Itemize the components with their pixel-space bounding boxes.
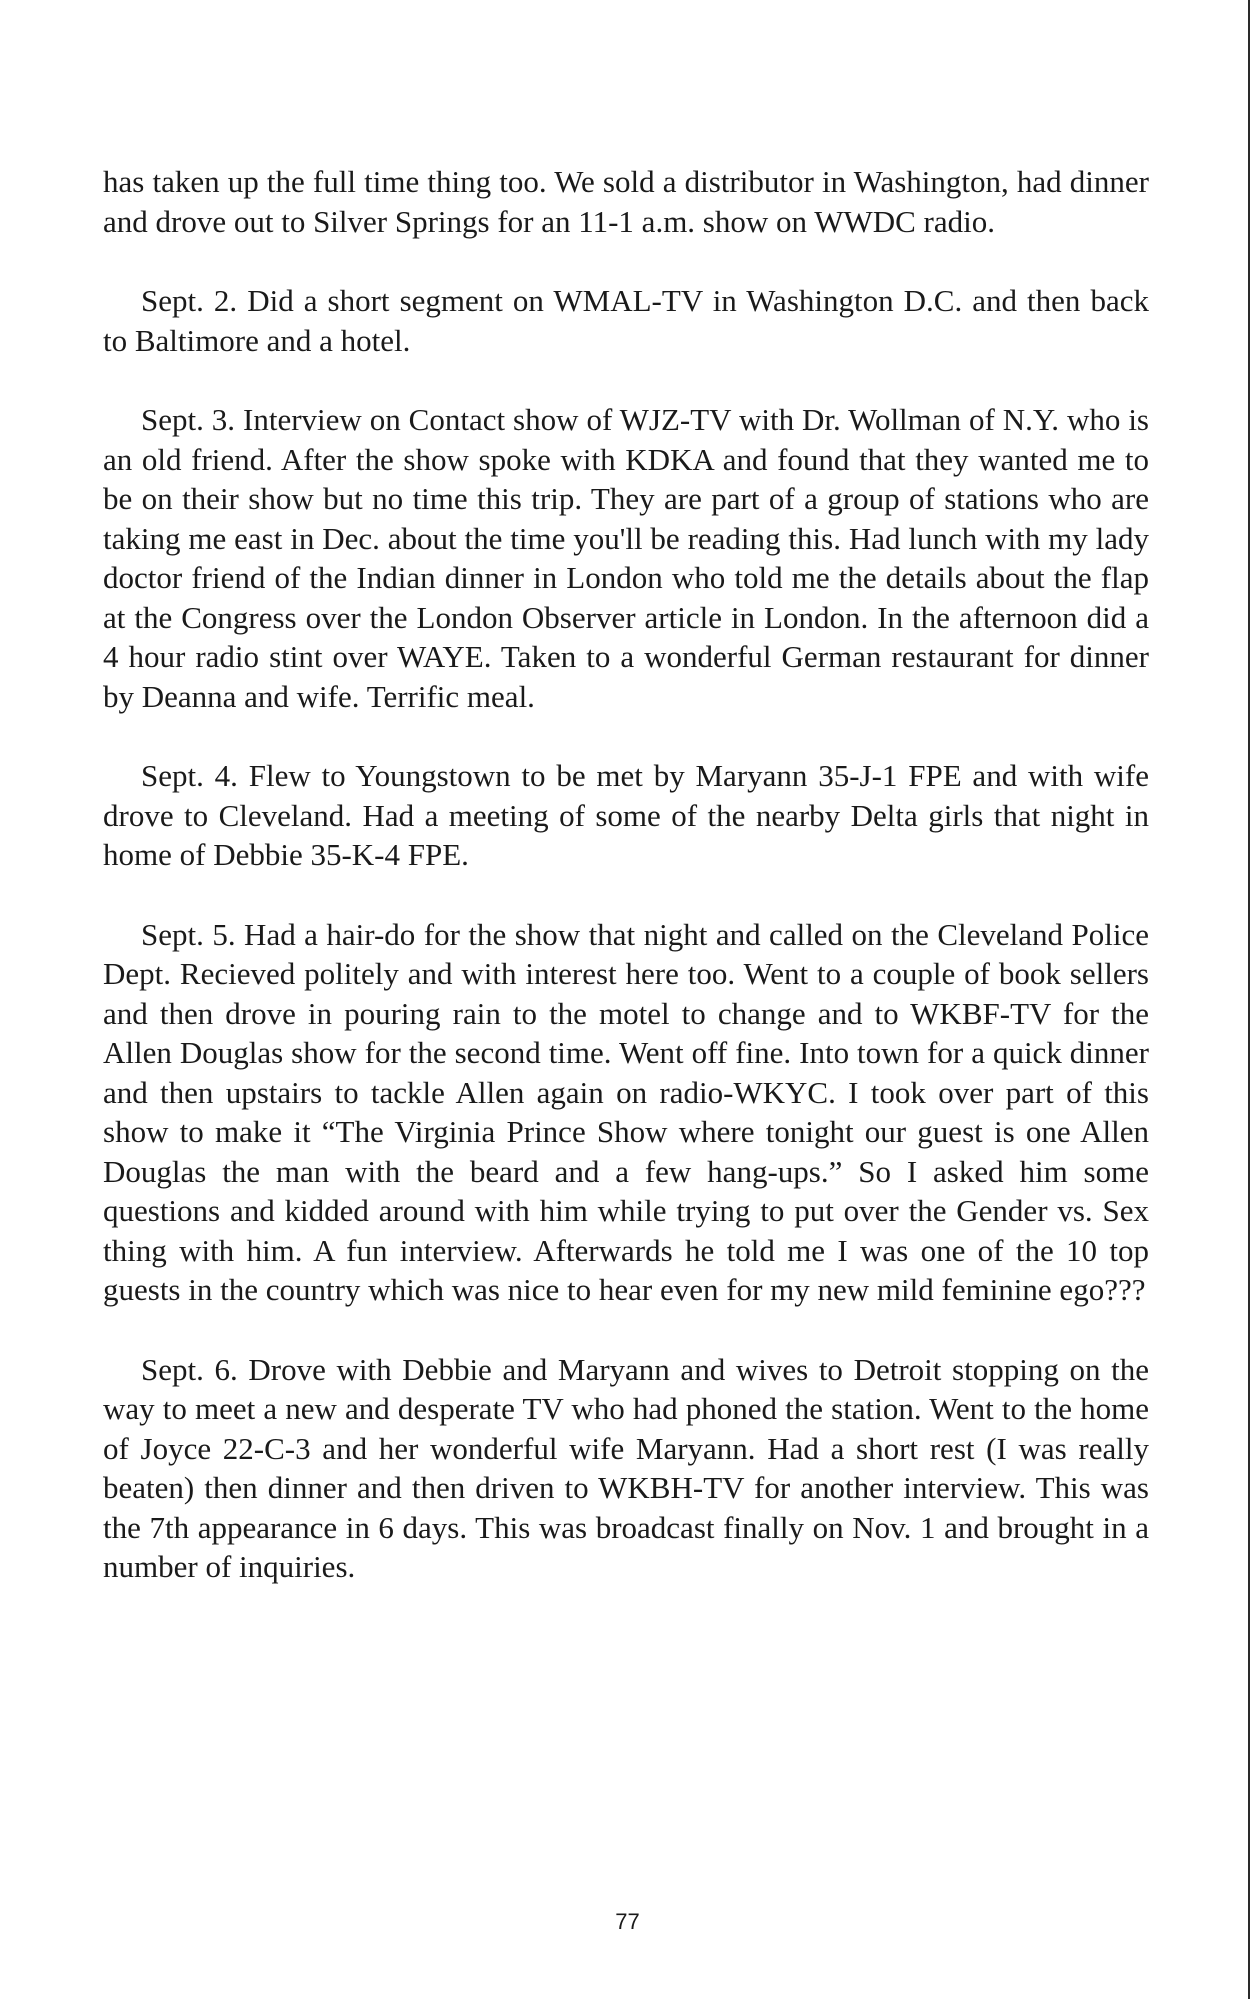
page-number: 77 [615, 1909, 640, 1934]
body-text [103, 162, 1149, 1627]
paragraph-sept-5: Sept. 5. Had a hair-do for the show that night and called on the Cleveland Police Dept. Recieved politely and with interest here too. Went to a couple of book sellers and then drove in pouring rain to the motel to change and to WKBF-TV for the Allen Douglas show for the second time. Went off fine. Into town for a quick dinner and then upstairs to tackle Allen again on radio-WKYC. I took over part of this show to make it “The Virginia Prince Show where tonight our guest is one Allen Douglas the man with the beard and a few hang-ups.” So I asked him some questions and kidded around with him while trying to put over the Gender vs. Sex thing with him. A fun interview. Afterwards he told me I was one of the 10 top guests in the country which was nice to hear even for my new mild feminine ego??? [103, 916, 1149, 1307]
paragraph-sept-4: Sept. 4. Flew to Youngstown to be met by Maryann 35-J-1 FPE and with wife drove to Cleveland. Had a meeting of some of the nearby Delta girls that night in home of Debbie 35-K-4 FPE. [103, 758, 1149, 872]
paragraph-sept-2: Sept. 2. Did a short segment on WMAL-TV in Washington D.C. and then back to Baltimore and a hotel. [103, 283, 1149, 358]
paragraph-sept-3: Sept. 3. Interview on Contact show of WJZ-TV with Dr. Wollman of N.Y. who is an old friend. After the show spoke with KDKA and found that they wanted me to be on their show but no time this trip. They are part of a group of stations who are taking me east in Dec. about the time you'll be reading this. Had lunch with my lady doctor friend of the Indian dinner in London who told me the details about the flap at the Congress over the London Observer article in London. In the afternoon did a 4 hour radio stint over WAYE. Taken to a wonderful German restaurant for dinner by Deanna and wife. Terrific meal. [103, 402, 1149, 714]
page-edge-rule [1248, 0, 1250, 1999]
paragraph-continuation: has taken up the full time thing too. We sold a distributor in Washington, had dinner and drove out to Silver Springs for an 11-1 a.m. show on WWDC radio. [103, 164, 1149, 239]
paragraph-sept-6: Sept. 6. Drove with Debbie and Maryann and wives to Detroit stopping on the way to meet a new and desperate TV who had phoned the station. Went to the home of Joyce 22-C-3 and her wonderful wife Maryann. Had a short rest (I was really beaten) then dinner and then driven to WKBH-TV for another interview. This was the 7th appearance in 6 days. This was broadcast finally on Nov. 1 and brought in a number of inquiries. [103, 1351, 1149, 1584]
